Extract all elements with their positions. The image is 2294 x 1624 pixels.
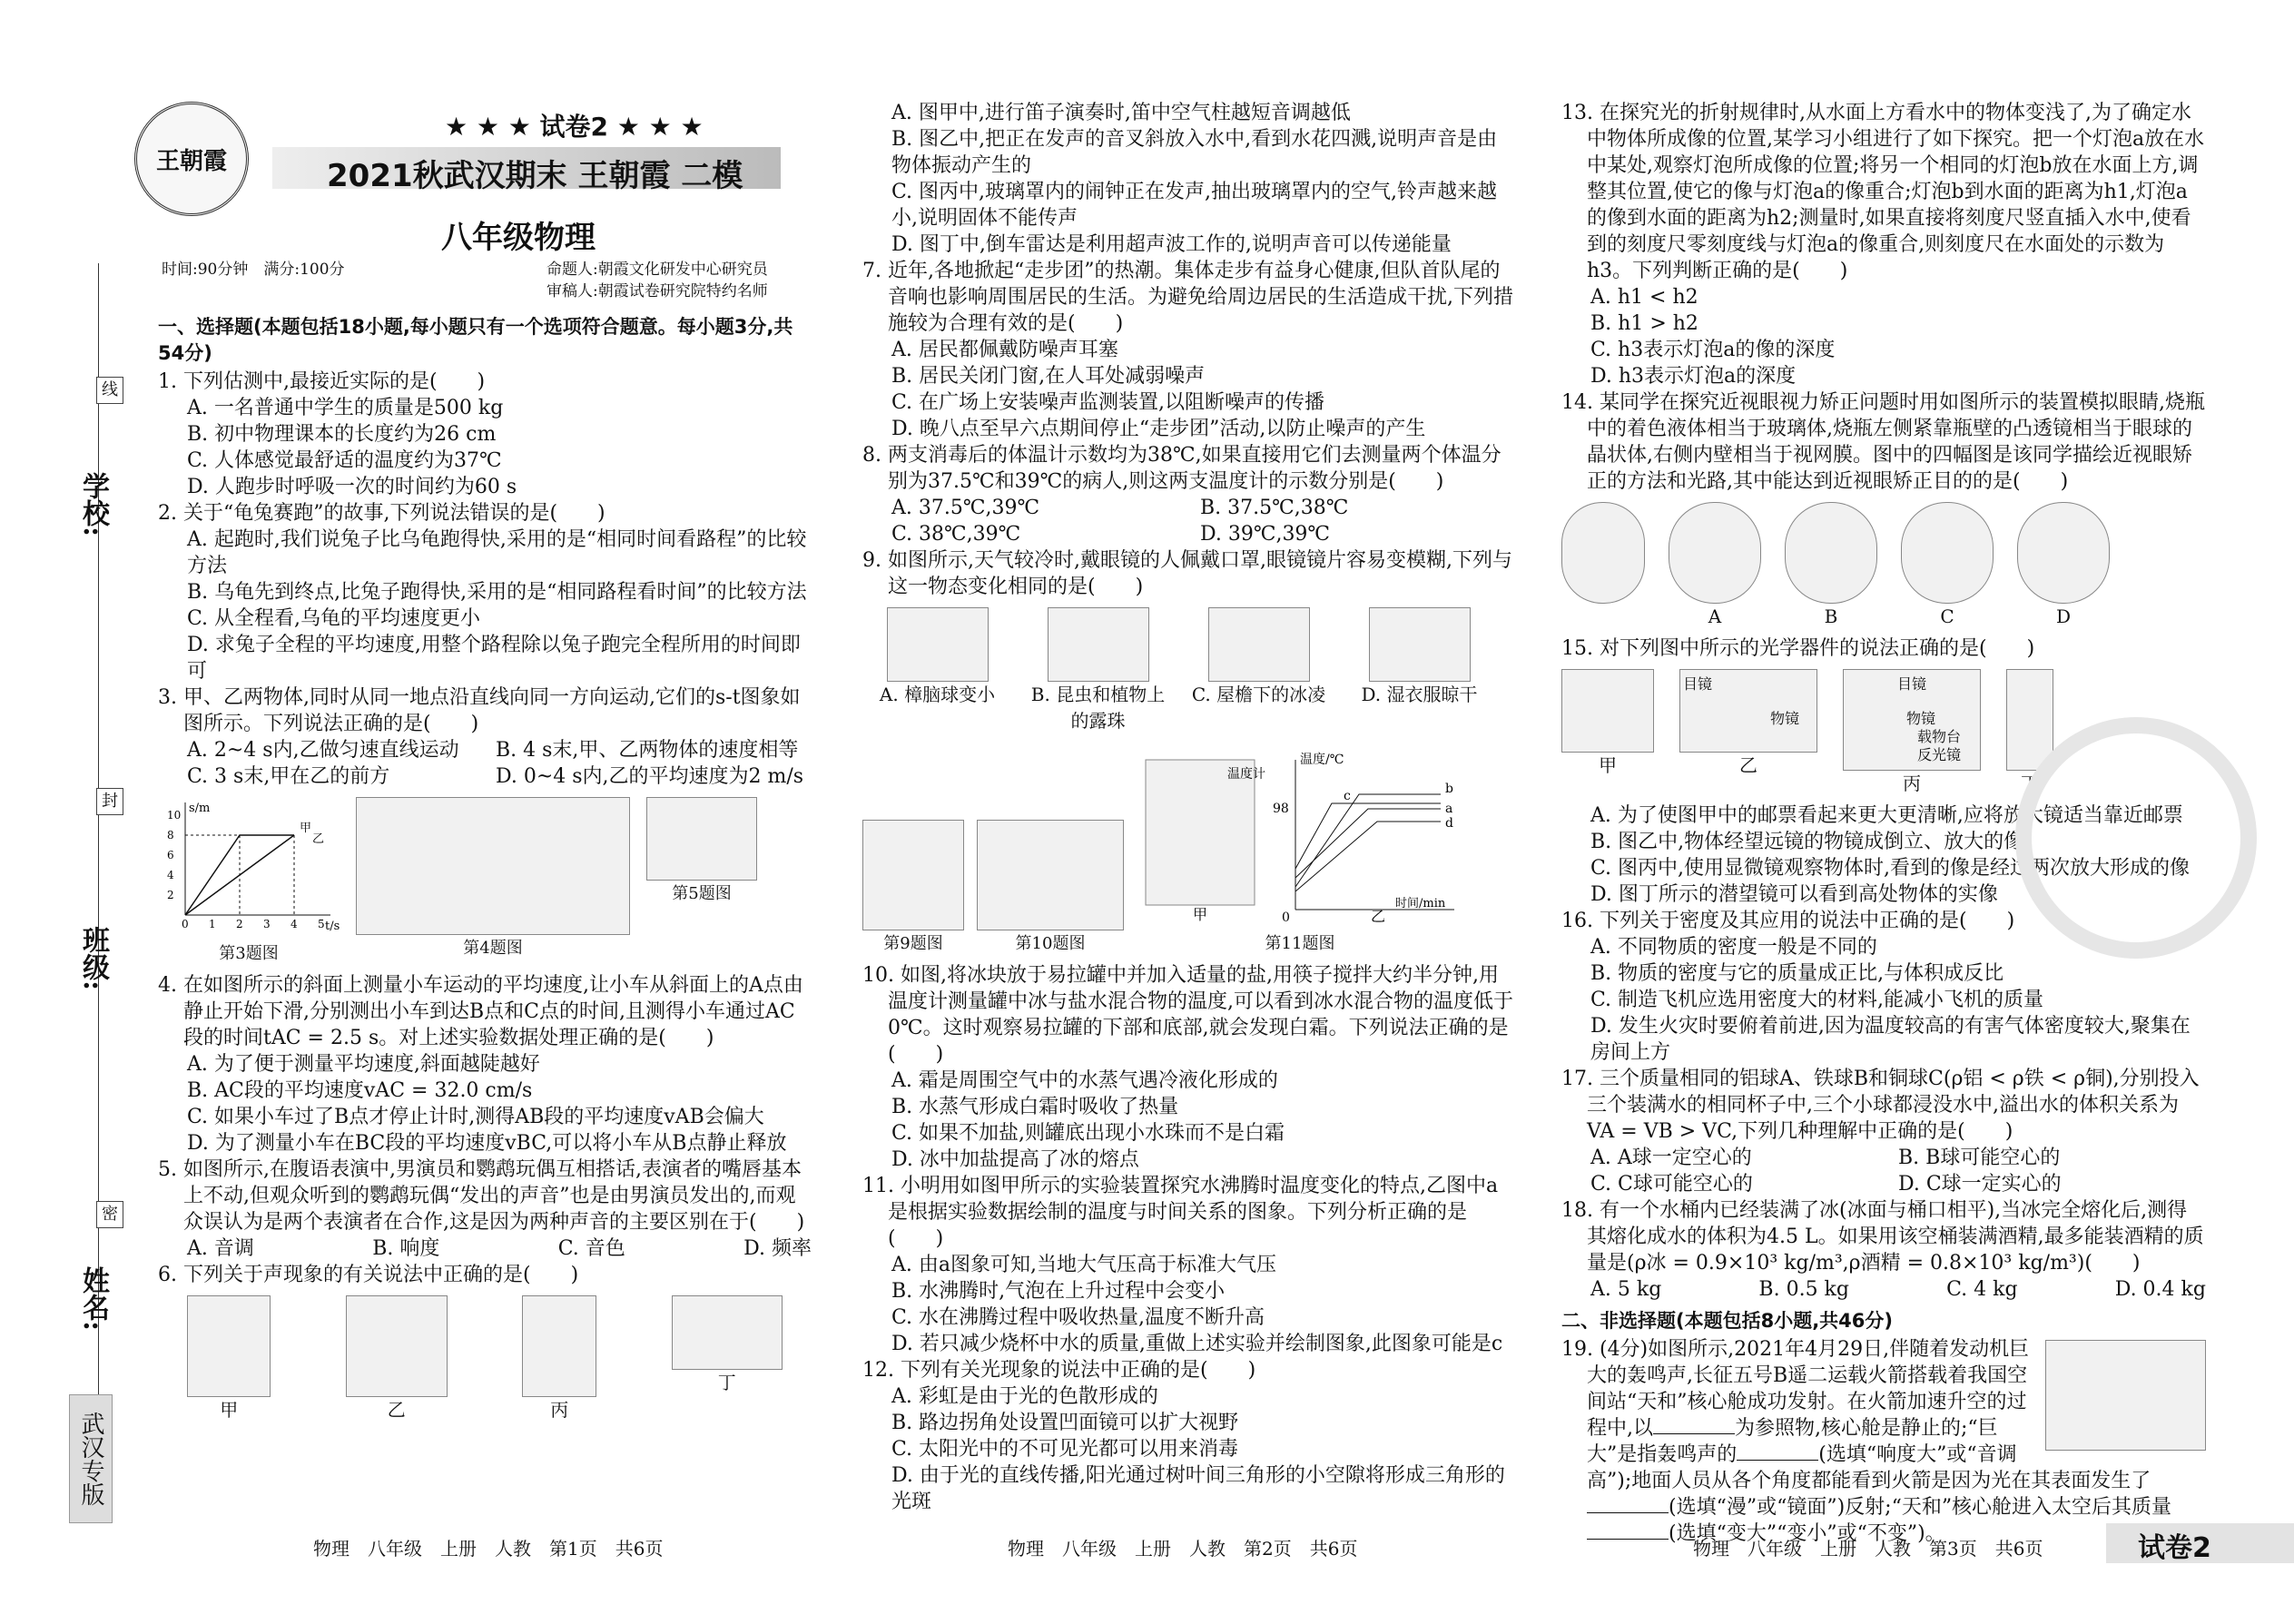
q15: 15. 对下列图中所示的光学器件的说法正确的是( ) bbox=[1561, 637, 2035, 660]
q8-d: D. 39℃,39℃ bbox=[1200, 523, 1331, 546]
q16-a: A. 不同物质的密度一般是不同的 bbox=[1590, 936, 1877, 959]
q16-d: D. 发生火灾时要俯着前进,因为温度较高的有害气体密度较大,聚集在房间上方 bbox=[1590, 1015, 2191, 1064]
q14-label-a: A bbox=[1708, 605, 1722, 627]
rocket-photo bbox=[2045, 1340, 2206, 1451]
q5-options bbox=[158, 1235, 812, 1262]
q6-fig-bing bbox=[522, 1295, 596, 1423]
q11: 11. 小明用如图甲所示的实验装置探究水沸腾时温度变化的特点,乙图中a是根据实验数据绘制的温度与时间关系的图象。下列分析正确的是( ) bbox=[862, 1175, 1499, 1250]
q9-b-cell bbox=[1023, 607, 1173, 734]
icicle-photo bbox=[1208, 607, 1310, 682]
mothball-photo bbox=[887, 607, 989, 682]
ventriloquist-photo bbox=[646, 797, 757, 881]
y-tick-label: 10 bbox=[167, 809, 182, 822]
curve-c bbox=[1295, 803, 1441, 869]
q19-blank-2[interactable] bbox=[1737, 1460, 1818, 1461]
q13: 13. 在探究光的折射规律时,从水面上方看水中的物体变浅了,为了确定水中物体所成像的位置,某学习小组进行了如下探究。把一个灯泡a放在水中某处,观察灯泡所成像的位置;将另一个相同的灯泡b放在水面上方,调整其位置,使它的像与灯泡a的像重合;灯泡b到水面的距离为h1,灯泡a的像到水面的距离为h2;测量时,如果直接将刻度尺竖直插入水中,使看到的刻度尺零刻度线与灯泡a的像重合,则刻度尺在水面处的示数为h3。下列判断正确的是( ) bbox=[1561, 102, 2205, 282]
q14-fig-d bbox=[2017, 502, 2110, 630]
page-title: 2021秋武汉期末 王朝霞 二模 bbox=[327, 158, 743, 194]
column-1 bbox=[158, 309, 812, 1429]
q5-b: B. 响度 bbox=[372, 1237, 440, 1260]
figures-9-11 bbox=[862, 742, 1516, 957]
telescope-eyepiece-label: 目镜 bbox=[1683, 675, 1713, 693]
fig3-caption: 第3题图 bbox=[219, 944, 279, 963]
telescope-objective-label: 物镜 bbox=[1770, 710, 1800, 727]
q5-d: D. 频率 bbox=[743, 1237, 812, 1260]
reviewer: 审稿人:朝霞试卷研究院特约名师 bbox=[546, 282, 768, 300]
q11-c: C. 水在沸腾过程中吸收热量,温度不断升高 bbox=[891, 1306, 1265, 1329]
car-figure bbox=[672, 1295, 783, 1370]
q10: 10. 如图,将冰块放于易拉罐中并加入适量的盐,用筷子搅拌大约半分钟,用温度计测量罐中冰与盐水混合物的温度,可以看到冰水混合物的温度低于0℃。这时观察易拉罐的下部和底部,就会发现白霜。下列说法正确的是( ) bbox=[862, 964, 1513, 1066]
graph-label-jia: 甲 bbox=[1193, 906, 1208, 923]
q16-b: B. 物质的密度与它的质量成正比,与体积成反比 bbox=[1590, 962, 2004, 985]
x-tick-label: 2 bbox=[236, 918, 243, 930]
q19-blank-3[interactable] bbox=[1587, 1512, 1669, 1513]
q2-d: D. 求兔子全程的平均速度,用整个路程除以兔子跑完全程所用的时间即可 bbox=[187, 634, 801, 683]
q4-d: D. 为了测量小车在BC段的平均速度vBC,可以将小车从B点静止释放 bbox=[187, 1132, 787, 1155]
q17-a: A. A球一定空心的 bbox=[1590, 1147, 1752, 1169]
q17-cd bbox=[1561, 1171, 2206, 1197]
q19-blank-4[interactable] bbox=[1587, 1539, 1669, 1540]
q12-c: C. 太阳光中的不可见光都可以用来消毒 bbox=[891, 1438, 1239, 1461]
q12-d: D. 由于光的直线传播,阳光通过树叶间三角形的小空隙将形成三角形的光斑 bbox=[891, 1464, 1505, 1513]
footer-badge-text: 试卷2 bbox=[2138, 1532, 2211, 1564]
lens-figure-d bbox=[2017, 502, 2110, 604]
q14-fig-a bbox=[1669, 502, 1761, 630]
fig9-caption: 第9题图 bbox=[883, 934, 943, 953]
y-label: 温度/℃ bbox=[1300, 753, 1344, 767]
q13-a: A. h1 < h2 bbox=[1590, 286, 1698, 309]
q16-c: C. 制造飞机应选用密度大的材料,能减小飞机的质量 bbox=[1590, 989, 2044, 1011]
q14-fig-b bbox=[1785, 502, 1877, 630]
lens-figure-a bbox=[1669, 502, 1761, 604]
q2: 2. 关于“龟兔赛跑”的故事,下列说法错误的是( ) bbox=[158, 502, 605, 525]
q15-label-ding: 丁 bbox=[2021, 773, 2039, 794]
q15-fig-bing bbox=[1843, 669, 1981, 797]
curve-a bbox=[1295, 809, 1441, 878]
seal-mark-feng: 封 bbox=[96, 788, 123, 815]
q18-a: A. 5 kg bbox=[1590, 1278, 1662, 1301]
origin-label: 0 bbox=[1282, 910, 1290, 923]
q7-d: D. 晚八点至早六点期间停止“走步团”活动,以防止噪声的产生 bbox=[891, 418, 1426, 440]
curve-label-b: b bbox=[1445, 782, 1453, 796]
curve-label-c: c bbox=[1344, 789, 1351, 803]
q15-c: C. 图丙中,使用显微镜观察物体时,看到的像是经过两次放大形成的像 bbox=[1590, 857, 2191, 880]
q6-label-yi: 乙 bbox=[387, 1399, 406, 1421]
x-tick-label: 5 bbox=[318, 918, 325, 930]
q3-c: C. 3 s末,甲在乙的前方 bbox=[187, 765, 390, 788]
q5: 5. 如图所示,在腹语表演中,男演员和鹦鹉玩偶互相搭话,表演者的嘴唇基本上不动,但观众听到的鹦鹉玩偶“发出的声音”也是由男演员发出的,而观众误认为是两个表演者在合作,这是因为两种声音的主要区别在于( ) bbox=[158, 1158, 805, 1234]
curve-d bbox=[1295, 822, 1441, 891]
footer-page-2: 物理 八年级 上册 人教 第2页 共6页 bbox=[1008, 1538, 1358, 1560]
footer-page-3: 物理 八年级 上册 人教 第3页 共6页 bbox=[1693, 1538, 2043, 1560]
q6-label-bing: 丙 bbox=[550, 1399, 569, 1421]
q18-b: B. 0.5 kg bbox=[1758, 1278, 1849, 1301]
q6-b: B. 图乙中,把正在发声的音叉斜放入水中,看到水花四溅,说明声音是由物体振动产生的 bbox=[891, 128, 1498, 177]
q11-b: B. 水沸腾时,气泡在上升过程中会变小 bbox=[891, 1280, 1226, 1303]
q6-label-ding: 丁 bbox=[717, 1372, 736, 1393]
q10-a: A. 霜是周围空气中的水蒸气遇冷液化形成的 bbox=[891, 1069, 1278, 1092]
banner: ★ ★ ★ 试卷2 ★ ★ ★ bbox=[445, 112, 704, 142]
q17-d: D. C球一定实心的 bbox=[1898, 1173, 2062, 1196]
q14-eye-model bbox=[1561, 502, 1645, 630]
q19-part2: 为参照物,核心舱是静止的;“巨大”是指轰鸣声的 bbox=[1587, 1417, 1998, 1466]
name-label: 姓名: bbox=[77, 1266, 109, 1332]
q16: 16. 下列关于密度及其应用的说法中正确的是( ) bbox=[1561, 910, 2015, 932]
q1-a: A. 一名普通中学生的质量是500 kg bbox=[187, 397, 504, 419]
lens-figure-b bbox=[1785, 502, 1877, 604]
dew-photo bbox=[1048, 607, 1149, 682]
magnifier-figure bbox=[1561, 669, 1654, 753]
curve-label-a: a bbox=[1445, 802, 1453, 816]
q13-d: D. h3表示灯泡a的深度 bbox=[1590, 365, 1797, 388]
q18-d: D. 0.4 kg bbox=[2114, 1278, 2206, 1301]
q12-a: A. 彩虹是由于光的色散形成的 bbox=[891, 1385, 1158, 1408]
q17: 17. 三个质量相同的铝球A、铁球B和铜球C(ρ铝 < ρ铁 < ρ铜),分别投入三个装满水的相同杯子中,三个小球都浸没水中,溢出水的体积关系为VA = VB > VC,下列几种理解中正确的是( ) bbox=[1561, 1068, 2200, 1143]
y-tick-label: 8 bbox=[167, 829, 174, 842]
q18-c: C. 4 kg bbox=[1946, 1278, 2018, 1301]
q10-c: C. 如果不加盐,则罐底出现小水珠而不是白霜 bbox=[891, 1122, 1285, 1145]
microscope-stage-label: 载物台 bbox=[1917, 728, 1962, 745]
q7: 7. 近年,各地掀起“走步团”的热潮。集体走步有益身心健康,但队首队尾的音响也影响周围居民的生活。为避免给周边居民的生活造成干扰,下列措施较为合理有效的是( ) bbox=[862, 260, 1513, 335]
curve-label-d: d bbox=[1445, 816, 1453, 831]
q4: 4. 在如图所示的斜面上测量小车运动的平均速度,让小车从斜面上的A点由静止开始下滑,分别测出小车到达B点和C点的时间,且测得小车通过AC段的时间tAC = 2.5 s。对上述实验数据处理正确的是( ) bbox=[158, 974, 803, 1049]
q15-fig-yi bbox=[1679, 669, 1817, 779]
fig10-caption: 第10题图 bbox=[1015, 934, 1086, 953]
q8-a: A. 37.5℃,39℃ bbox=[891, 497, 1040, 519]
q19-blank-1[interactable] bbox=[1653, 1433, 1735, 1434]
q14-fig-c bbox=[1901, 502, 1994, 630]
q4-c: C. 如果小车过了B点才停止计时,测得AB段的平均速度vAB会偏大 bbox=[187, 1106, 764, 1128]
q14-label-d: D bbox=[2055, 605, 2072, 627]
can-frost-photo bbox=[977, 820, 1124, 930]
q19-part4: (选填“漫”或“镜面”)反射;“天和”核心舱进入太空后其质量 bbox=[1669, 1496, 2172, 1519]
q1-b: B. 初中物理课本的长度约为26 cm bbox=[187, 423, 497, 446]
q13-c: C. h3表示灯泡a的像的深度 bbox=[1590, 339, 1836, 361]
y-tick-label: 2 bbox=[167, 889, 174, 901]
q8-c: C. 38℃,39℃ bbox=[891, 523, 1021, 546]
laundry-photo bbox=[1369, 607, 1471, 682]
q3: 3. 甲、乙两物体,同时从同一地点沿直线向同一方向运动,它们的s-t图象如图所示。下列说法正确的是( ) bbox=[158, 686, 801, 735]
y-tick-label: 4 bbox=[167, 869, 174, 881]
q6-a: A. 图甲中,进行笛子演奏时,笛中空气柱越短音调越低 bbox=[891, 102, 1351, 124]
author: 命题人:朝霞文化研发中心研究员 bbox=[546, 261, 768, 279]
boiling-apparatus-and-graph bbox=[1137, 742, 1463, 923]
x-tick-label: 0 bbox=[182, 918, 189, 930]
fig11-cell bbox=[1137, 742, 1463, 957]
q1-c: C. 人体感觉最舒适的温度约为37℃ bbox=[187, 449, 502, 472]
fig11-caption: 第11题图 bbox=[1265, 934, 1335, 953]
fig4-caption: 第4题图 bbox=[463, 939, 523, 958]
q11-a: A. 由a图象可知,当地大气压高于标准大气压 bbox=[891, 1254, 1276, 1276]
q2-b: B. 乌龟先到终点,比兔子跑得快,采用的是“相同路程看时间”的比较方法 bbox=[187, 581, 807, 604]
q5-a: A. 音调 bbox=[187, 1237, 254, 1260]
tuning-fork-figure bbox=[346, 1295, 448, 1397]
microscope-mirror-label: 反光镜 bbox=[1917, 746, 1962, 763]
x-tick-label: 4 bbox=[290, 918, 298, 930]
seal-mark-mi: 密 bbox=[96, 1201, 123, 1228]
q17-b: B. B球可能空心的 bbox=[1898, 1147, 2061, 1169]
q15-fig-jia bbox=[1561, 669, 1654, 779]
q18: 18. 有一个水桶内已经装满了冰(冰面与桶口相平),当冰完全熔化后,测得其熔化成水的体积为4.5 L。如果用该空桶装满酒精,最多能装酒精的质量是(ρ冰 = 0.9×10³ kg/m³,ρ酒精 = 0.8×10³ kg/m³)( ) bbox=[1561, 1199, 2204, 1275]
q8: 8. 两支消毒后的体温计示数均为38℃,如果直接用它们去测量两个体温分别为37.5℃和39℃的病人,则这两支温度计的示数分别是( ) bbox=[862, 444, 1501, 493]
section-nonchoice: 二、非选择题(本题包括8小题,共46分) bbox=[1561, 1310, 1894, 1332]
q9-figures bbox=[862, 607, 1516, 734]
footer-page-1: 物理 八年级 上册 人教 第1页 共6页 bbox=[313, 1538, 664, 1560]
q9-a-cell bbox=[862, 607, 1012, 708]
q1: 1. 下列估测中,最接近实际的是( ) bbox=[158, 370, 486, 393]
q19-part5: (选填“变大”“变小”或“不变”)。 bbox=[1669, 1522, 1945, 1545]
q4-b: B. AC段的平均速度vAC = 32.0 cm/s bbox=[187, 1079, 533, 1102]
q10-d: D. 冰中加盐提高了冰的熔点 bbox=[891, 1148, 1139, 1171]
region-badge: 武汉专版 bbox=[69, 1394, 113, 1523]
bell-jar-figure bbox=[522, 1295, 596, 1397]
column-3 bbox=[1561, 100, 2206, 1547]
q6-figures bbox=[158, 1295, 812, 1423]
q7-c: C. 在广场上安装噪声监测装置,以阻断噪声的传播 bbox=[891, 391, 1325, 414]
q9-d-cell bbox=[1344, 607, 1494, 708]
microscope-objective-label: 物镜 bbox=[1906, 710, 1936, 727]
flask-model-figure bbox=[1561, 502, 1645, 604]
q15-a: A. 为了使图甲中的邮票看起来更大更清晰,应将放大镜适当靠近邮票 bbox=[1590, 804, 2183, 827]
q8-cd bbox=[862, 521, 1516, 547]
q17-ab bbox=[1561, 1145, 2206, 1171]
q7-a: A. 居民都佩戴防噪声耳塞 bbox=[891, 339, 1118, 361]
q9: 9. 如图所示,天气较冷时,戴眼镜的人佩戴口罩,眼镜镜片容易变模糊,下列与这一物态变化相同的是( ) bbox=[862, 549, 1512, 598]
column-2 bbox=[862, 100, 1516, 1515]
q19-part3: (选填“响度大”或“音调高”);地面人员从各个角度都能看到火箭是因为光在其表面发生了 bbox=[1587, 1443, 2151, 1492]
x-tick-label: 1 bbox=[209, 918, 216, 930]
y-axis-label: s/m bbox=[189, 802, 211, 815]
watermark-seal bbox=[2015, 717, 2257, 959]
logo-text: 王朝霞 bbox=[155, 147, 227, 175]
logo bbox=[134, 102, 249, 216]
incline-figure bbox=[356, 797, 630, 935]
section-choice: 一、选择题(本题包括18小题,每小题只有一个选项符合题意。每小题3分,共54分) bbox=[158, 316, 793, 364]
q2-c: C. 从全程看,乌龟的平均速度更小 bbox=[187, 607, 481, 630]
q6-d: D. 图丁中,倒车雷达是利用超声波工作的,说明声音可以传递能量 bbox=[891, 233, 1452, 256]
fig5-caption: 第5题图 bbox=[672, 884, 732, 903]
q9-b: B. 昆虫和植物上的露珠 bbox=[1030, 684, 1166, 732]
q9-c: C. 屋檐下的冰凌 bbox=[1191, 684, 1326, 705]
flute-girl-figure bbox=[187, 1295, 271, 1397]
q9-c-cell bbox=[1184, 607, 1334, 708]
q3-a: A. 2~4 s内,乙做匀速直线运动 bbox=[187, 739, 459, 762]
x-axis-label: t/s bbox=[325, 920, 340, 933]
q4-a: A. 为了便于测量平均速度,斜面越陡越好 bbox=[187, 1053, 540, 1076]
y-tick-label: 6 bbox=[167, 849, 174, 861]
q6-label-jia: 甲 bbox=[220, 1399, 239, 1421]
fig3-cell bbox=[158, 797, 340, 967]
q13-b: B. h1 > h2 bbox=[1590, 312, 1698, 335]
fig4-cell bbox=[356, 797, 630, 961]
fig5-cell bbox=[646, 797, 757, 907]
x-label: 时间/min bbox=[1395, 897, 1446, 910]
thermometer-label: 温度计 bbox=[1227, 767, 1265, 782]
q12-b: B. 路边拐角处设置凹面镜可以扩大视野 bbox=[891, 1412, 1239, 1434]
q6-fig-yi bbox=[346, 1295, 448, 1423]
q7-b: B. 居民关闭门窗,在人耳处减弱噪声 bbox=[891, 365, 1206, 388]
q3-b: B. 4 s末,甲、乙两物体的速度相等 bbox=[496, 739, 799, 762]
st-graph bbox=[158, 797, 340, 933]
boiling-apparatus bbox=[1146, 760, 1255, 905]
subject-title: 八年级物理 bbox=[441, 220, 596, 256]
masked-glasses-photo bbox=[862, 820, 964, 930]
q6: 6. 下列关于声现象的有关说法中正确的是( ) bbox=[158, 1264, 579, 1286]
q6-c: C. 图丙中,玻璃罩内的闹钟正在发声,抽出玻璃罩内的空气,铃声越来越小,说明固体不能传声 bbox=[891, 181, 1498, 230]
series-label: 甲 bbox=[300, 822, 312, 835]
side-decor bbox=[65, 545, 120, 999]
q10-b: B. 水蒸气形成白霜时吸收了热量 bbox=[891, 1096, 1179, 1118]
q11-d: D. 若只减少烧杯中水的质量,重做上述实验并绘制图象,此图象可能是c bbox=[891, 1333, 1503, 1355]
q14-figures bbox=[1561, 502, 2206, 630]
q19-part1: 19. (4分)如图所示,2021年4月29日,伴随着发动机巨大的轰鸣声,长征五号B遥二运载火箭搭载着我国空间站“天和”核心舱成功发射。在火箭加速升空的过程中,以 bbox=[1561, 1338, 2030, 1440]
q8-b: B. 37.5℃,38℃ bbox=[1200, 497, 1349, 519]
q3-cd bbox=[158, 763, 812, 790]
q15-d: D. 图丁所示的潜望镜可以看到高处物体的实像 bbox=[1590, 883, 1998, 906]
q12: 12. 下列有关光现象的说法中正确的是( ) bbox=[862, 1359, 1256, 1382]
class-label: 班级: bbox=[77, 926, 109, 991]
q6-fig-ding bbox=[672, 1295, 783, 1396]
lens-figure-c bbox=[1901, 502, 1994, 604]
series-label: 乙 bbox=[312, 832, 325, 846]
q9-d: D. 湿衣服晾干 bbox=[1361, 684, 1478, 705]
q1-d: D. 人跑步时呼吸一次的时间约为60 s bbox=[187, 476, 517, 498]
q3-d: D. 0~4 s内,乙的平均速度为2 m/s bbox=[496, 765, 804, 788]
q14-label-b: B bbox=[1824, 605, 1838, 627]
tick-98: 98 bbox=[1273, 802, 1289, 816]
q9-a: A. 樟脑球变小 bbox=[879, 684, 996, 705]
x-tick-label: 3 bbox=[263, 918, 271, 930]
exam-time: 时间:90分钟 满分:100分 bbox=[162, 261, 345, 279]
q3-ab bbox=[158, 737, 812, 763]
q14-label-c: C bbox=[1940, 605, 1954, 627]
figures-3-5 bbox=[158, 797, 812, 967]
q18-options bbox=[1561, 1276, 2206, 1303]
q14: 14. 某同学在探究近视眼视力矫正问题时用如图所示的装置模拟眼睛,烧瓶中的着色液体相当于玻璃体,烧瓶左侧紧靠瓶壁的凸透镜相当于眼球的晶状体,右侧内壁相当于视网膜。图中的四幅图是该同学描绘近视眼矫正的方法和光路,其中能达到近视眼矫正目的的是( ) bbox=[1561, 391, 2205, 493]
q5-c: C. 音色 bbox=[557, 1237, 625, 1260]
q17-c: C. C球可能空心的 bbox=[1590, 1173, 1753, 1196]
q15-label-jia: 甲 bbox=[1599, 754, 1617, 776]
q2-a: A. 起跑时,我们说兔子比乌龟跑得快,采用的是“相同时间看路程”的比较方法 bbox=[187, 528, 807, 577]
graph-label-yi: 乙 bbox=[1371, 908, 1386, 923]
microscope-eyepiece-label: 目镜 bbox=[1897, 675, 1927, 693]
q15-label-bing: 丙 bbox=[1903, 773, 1921, 794]
fig10-cell bbox=[977, 820, 1124, 957]
seal-mark-xian: 线 bbox=[96, 377, 123, 404]
fig9-cell bbox=[862, 820, 964, 957]
q15-label-yi: 乙 bbox=[1739, 754, 1757, 776]
q15-b: B. 图乙中,物体经望远镜的物镜成倒立、放大的像 bbox=[1590, 831, 2024, 853]
q6-fig-jia bbox=[187, 1295, 271, 1423]
school-label: 学校: bbox=[77, 472, 109, 537]
q8-ab bbox=[862, 495, 1516, 521]
